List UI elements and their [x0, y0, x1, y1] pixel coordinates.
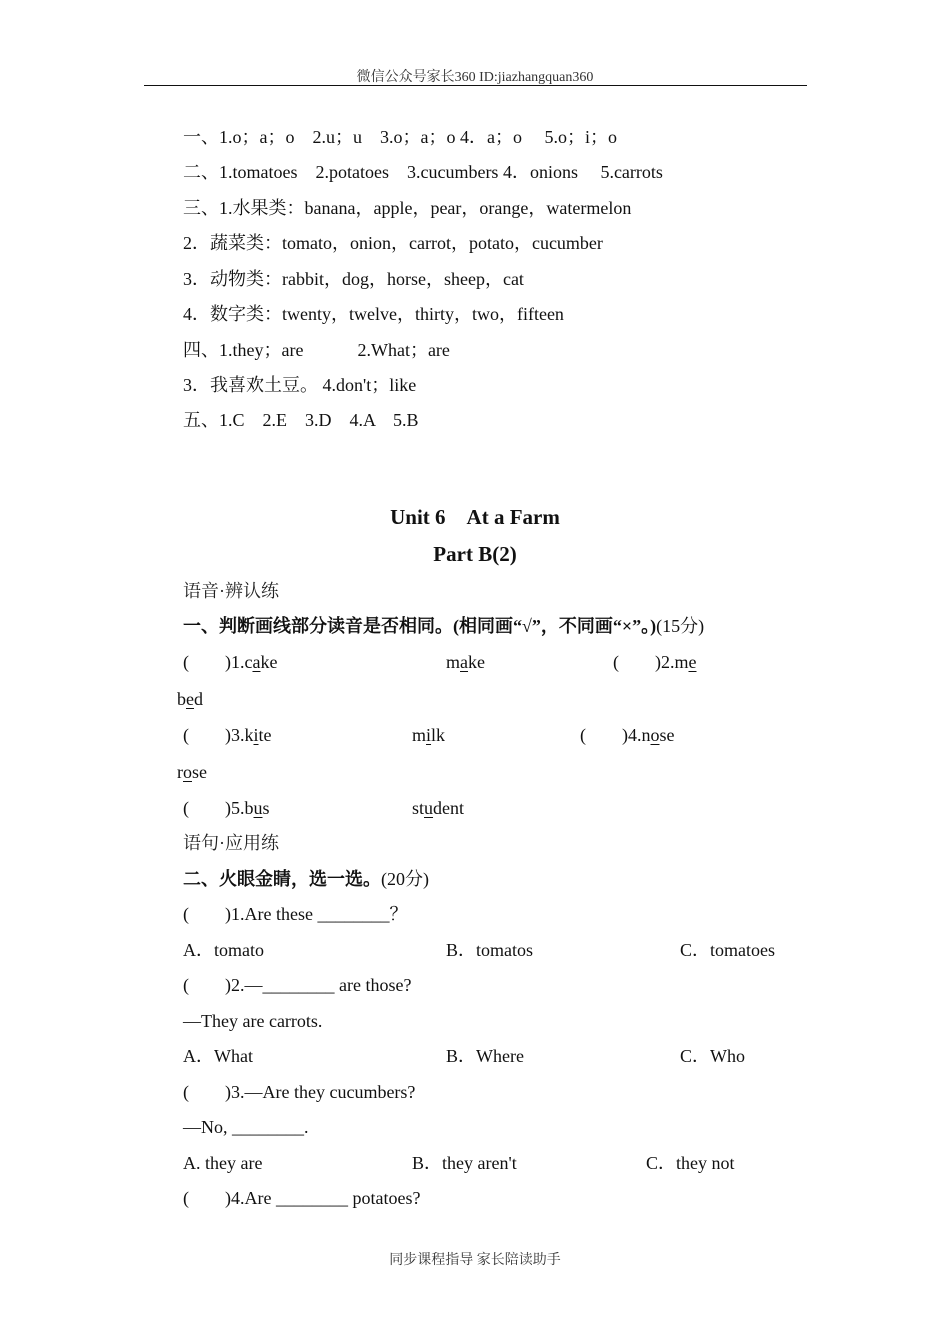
- mc2-option-b: B．Where: [446, 1046, 524, 1066]
- header-divider: [144, 85, 807, 86]
- mc1-option-b: B．tomatos: [446, 940, 534, 960]
- answer-line-7: 四、1.they；are 2.What；are: [183, 340, 450, 360]
- answer-line-1: 一、1.o；a；o 2.u；u 3.o；a；o 4．a；o 5.o；i；o: [183, 127, 617, 147]
- mc2-option-a: A．What: [183, 1046, 253, 1066]
- q1-word-a: ( )1.cake: [183, 652, 278, 672]
- mc-question-4: ( )4.Are ________ potatoes?: [183, 1188, 421, 1208]
- section1-category: 语音·辨认练: [183, 581, 279, 601]
- section2-heading: [183, 868, 429, 890]
- q5-word-b: student: [412, 798, 465, 818]
- q2-word-a: ( )2.me: [613, 652, 697, 672]
- answer-line-3: 三、1.水果类：banana，apple，pear，orange，watermelon: [183, 198, 632, 218]
- q4-word-b: rose: [177, 762, 207, 782]
- mc2-response-line: —They are carrots.: [183, 1011, 323, 1031]
- q5-word-a: ( )5.bus: [183, 798, 270, 818]
- q4-word-a: ( )4.nose: [580, 725, 675, 745]
- answer-line-2: 二、1.tomatoes 2.potatoes 3.cucumbers 4．onions 5.carrots: [183, 162, 663, 182]
- mc-question-1: ( )1.Are these ________？: [183, 904, 408, 924]
- mc-question-2: ( )2.—________ are those?: [183, 975, 412, 995]
- q2-word-b: bed: [177, 689, 203, 709]
- part-title: Part B(2): [433, 542, 517, 566]
- answer-line-8: 3．我喜欢土豆。 4.don't；like: [183, 375, 417, 395]
- mc-question-3: ( )3.—Are they cucumbers?: [183, 1082, 416, 1102]
- section1-heading: [183, 615, 704, 637]
- q3-word-a: ( )3.kite: [183, 725, 272, 745]
- answer-line-9: 五、1.C 2.E 3.D 4.A 5.B: [183, 410, 419, 430]
- section1-heading-text: 一、判断画线部分读音是否相同。(相同画“√”，不同画“×”。): [183, 616, 657, 636]
- section1-points: (15分): [656, 616, 705, 636]
- answer-line-6: 4．数字类：twenty，twelve，thirty，two，fifteen: [183, 304, 564, 324]
- mc3-response-line: —No, ________.: [183, 1117, 309, 1137]
- page-header: 微信公众号家长360 ID:jiazhangquan360: [356, 70, 594, 85]
- answer-line-5: 3．动物类：rabbit，dog，horse，sheep，cat: [183, 269, 524, 289]
- section2-points: (20分): [381, 869, 429, 889]
- mc3-option-c: C．they not: [646, 1153, 735, 1173]
- q3-word-b: milk: [412, 725, 446, 745]
- mc2-option-c: C．Who: [680, 1046, 745, 1066]
- mc1-option-c: C．tomatoes: [680, 940, 775, 960]
- mc3-option-a: A. they are: [183, 1153, 263, 1173]
- section2-category: 语句·应用练: [183, 833, 279, 853]
- section2-heading-text: 二、火眼金睛，选一选。: [183, 869, 381, 889]
- unit-title: Unit 6 At a Farm: [390, 505, 560, 529]
- page-footer: 同步课程指导 家长陪读助手: [389, 1253, 561, 1268]
- answer-line-4: 2．蔬菜类：tomato，onion，carrot，potato，cucumber: [183, 233, 603, 253]
- mc3-option-b: B．they aren't: [412, 1153, 517, 1173]
- q1-word-b: make: [446, 652, 486, 672]
- mc1-option-a: A．tomato: [183, 940, 264, 960]
